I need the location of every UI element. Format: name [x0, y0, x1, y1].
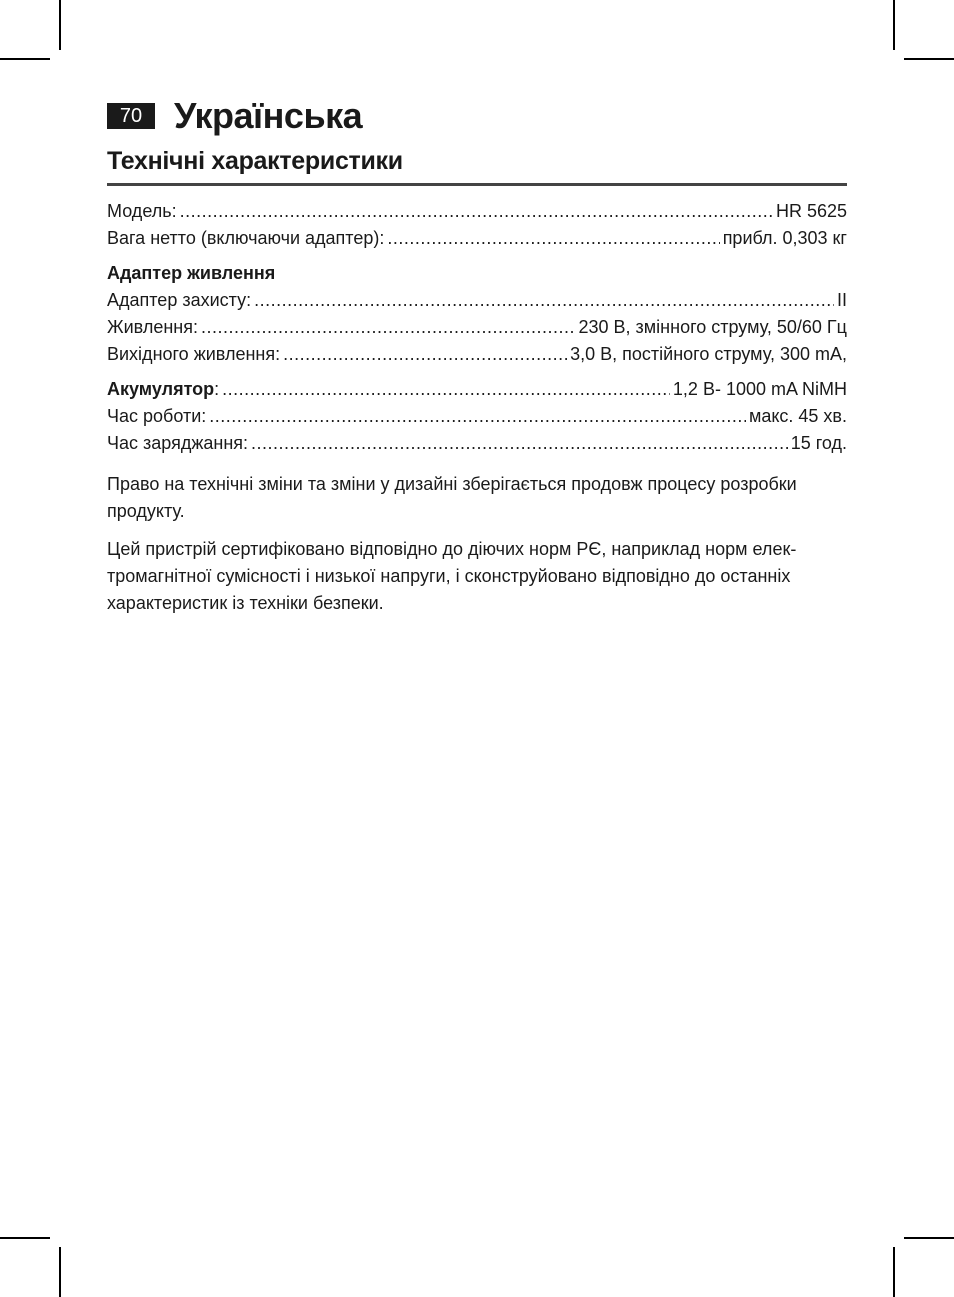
spec-label: Модель:: [107, 201, 177, 221]
spec-row-battery: [107, 376, 847, 403]
spec-label: Вихідного живлення:: [107, 344, 281, 364]
spec-row-charging-time: [107, 430, 847, 457]
dot-leader: [201, 314, 576, 341]
spec-value: HR 5625: [775, 201, 847, 221]
crop-mark-top-left-horizontal: [0, 58, 50, 60]
dot-leader: [283, 341, 567, 368]
language-title: Українська: [174, 95, 363, 136]
spec-label-battery: [107, 376, 219, 403]
spec-row-weight: [107, 225, 847, 252]
spec-value: 3,0 В, постійного струму, 300 mA,: [570, 344, 847, 364]
spec-row-runtime: [107, 403, 847, 430]
spec-label: Живлення:: [107, 317, 198, 337]
specifications-content: [107, 198, 847, 617]
spec-value: II: [836, 290, 847, 310]
spec-label: Адаптер захисту:: [107, 290, 252, 310]
dot-leader: [222, 376, 670, 403]
spec-row-model: [107, 198, 847, 225]
dot-leader: [251, 430, 788, 457]
spec-value: 230 В, змінного струму, 50/60 Гц: [578, 317, 847, 337]
dot-leader: [180, 198, 773, 225]
spec-value: прибл. 0,303 кг: [722, 228, 847, 248]
crop-mark-bottom-right-vertical: [893, 1247, 895, 1297]
paragraph-technical-changes: Право на технічні зміни та зміни у дизайні зберігається продовж процесу розробки продукту.: [107, 474, 797, 521]
adapter-heading: Адаптер живлення: [107, 263, 276, 283]
crop-mark-top-left-vertical: [59, 0, 61, 50]
battery-colon: :: [214, 379, 220, 399]
dot-leader: [209, 403, 746, 430]
section-divider: [107, 183, 847, 186]
section-title: Технічні характеристики: [107, 147, 403, 175]
spec-value: 1,2 В- 1000 mA NiMH: [672, 379, 847, 399]
spec-value: 15 год.: [790, 433, 847, 453]
spec-row-protection-class: [107, 287, 847, 314]
spec-row-output-power: [107, 341, 847, 368]
spec-label: Вага нетто (включаючи адаптер):: [107, 228, 385, 248]
paragraph-certification: Цей пристрій сертифіковано відповідно до діючих норм РЄ, наприклад норм елек-тромагнітної сумісності і низької напруги, і сконструйовано відповідно до останніх характеристик із техніки безпеки.: [107, 539, 797, 613]
dot-leader: [387, 225, 719, 252]
spec-row-input-power: [107, 314, 847, 341]
spec-label: Час заряджання:: [107, 433, 249, 453]
dot-leader: [254, 287, 834, 314]
page-number-badge: 70: [107, 103, 155, 129]
spec-label: Час роботи:: [107, 406, 207, 426]
spec-value: макс. 45 хв.: [748, 406, 847, 426]
crop-mark-bottom-left-horizontal: [0, 1237, 50, 1239]
battery-label: Акумулятор: [107, 379, 215, 399]
crop-mark-bottom-left-vertical: [59, 1247, 61, 1297]
crop-mark-bottom-right-horizontal: [904, 1237, 954, 1239]
crop-mark-top-right-vertical: [893, 0, 895, 50]
page-header: [107, 95, 847, 138]
crop-mark-top-right-horizontal: [904, 58, 954, 60]
